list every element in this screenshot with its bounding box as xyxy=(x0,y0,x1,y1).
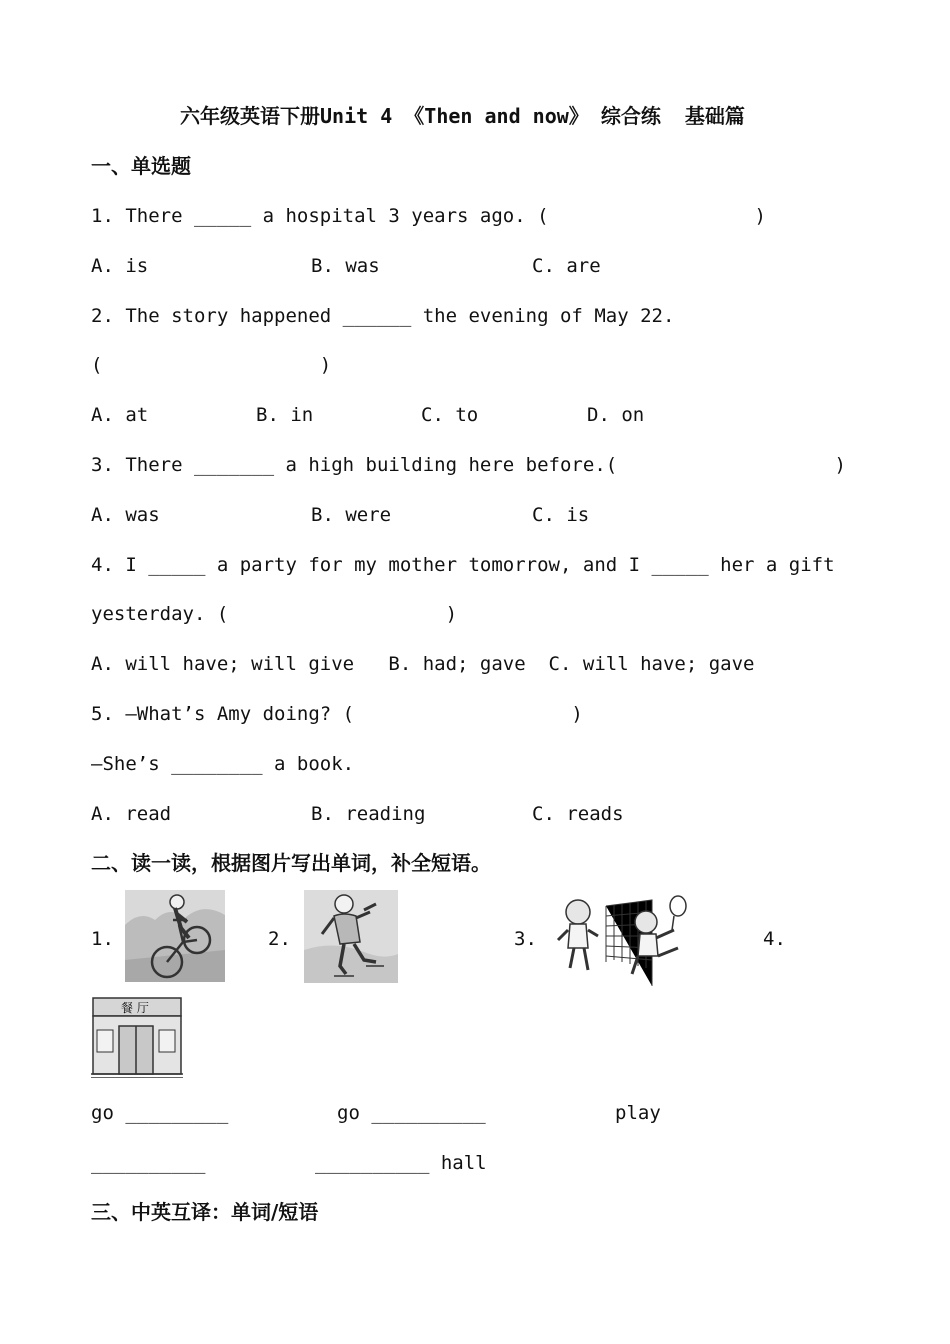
picture-item-4-number: 4. xyxy=(763,928,786,950)
question-4-stem-line1: 4. I _____ a party for my mother tomorrow, and I _____ her a gift xyxy=(91,554,835,576)
question-2-option-b: B. in xyxy=(256,404,314,426)
question-4-options: A. will have; will give B. had; gave C. will have; gave xyxy=(91,653,755,675)
answer-3-prefix: play xyxy=(615,1102,661,1124)
answer-1-blank[interactable]: go _________ xyxy=(91,1102,229,1124)
question-2-stem: 2. The story happened ______ the evening of May 22. xyxy=(91,305,675,327)
picture-item-2-number: 2. xyxy=(268,928,291,950)
cycling-picture xyxy=(125,890,225,982)
question-1-stem: 1. There _____ a hospital 3 years ago. ( ) xyxy=(91,205,766,227)
picture-item-3-number: 3. xyxy=(514,928,537,950)
question-5-option-c: C. reads xyxy=(532,803,624,825)
restaurant-sign-text: 餐 厅 xyxy=(121,1001,149,1015)
badminton-picture xyxy=(548,890,693,986)
question-1-option-c: C. are xyxy=(532,255,601,277)
question-1-option-a: A. is xyxy=(91,255,149,277)
question-3-stem: 3. There _______ a high building here before.( ) xyxy=(91,454,846,476)
answer-3-blank[interactable]: __________ xyxy=(91,1152,206,1174)
question-3-option-c: C. is xyxy=(532,504,590,526)
question-2-bracket: ( ) xyxy=(91,354,332,376)
picture-item-1-number: 1. xyxy=(91,928,114,950)
section-3-heading: 三、中英互译：单词/短语 xyxy=(91,1200,319,1224)
answer-2-blank[interactable]: go __________ xyxy=(337,1102,486,1124)
question-5-option-a: A. read xyxy=(91,803,172,825)
question-5-stem-line1: 5. —What’s Amy doing? ( ) xyxy=(91,703,583,725)
question-2-option-d: D. on xyxy=(587,404,645,426)
question-2-option-a: A. at xyxy=(91,404,149,426)
question-3-option-a: A. was xyxy=(91,504,160,526)
question-5-stem-line2: —She’s ________ a book. xyxy=(91,753,355,775)
question-5-option-b: B. reading xyxy=(311,803,426,825)
question-3-option-b: B. were xyxy=(311,504,392,526)
page-title: 六年级英语下册Unit 4 《Then and now》 综合练 基础篇 xyxy=(180,104,745,128)
restaurant-picture xyxy=(91,990,183,1078)
section-1-heading: 一、单选题 xyxy=(91,154,191,178)
question-1-option-b: B. was xyxy=(311,255,380,277)
section-2-heading: 二、读一读，根据图片写出单词，补全短语。 xyxy=(91,851,491,875)
skating-picture xyxy=(304,890,398,983)
question-2-option-c: C. to xyxy=(421,404,479,426)
answer-4-blank[interactable]: __________ hall xyxy=(315,1152,487,1174)
question-4-stem-line2: yesterday. ( ) xyxy=(91,603,458,625)
